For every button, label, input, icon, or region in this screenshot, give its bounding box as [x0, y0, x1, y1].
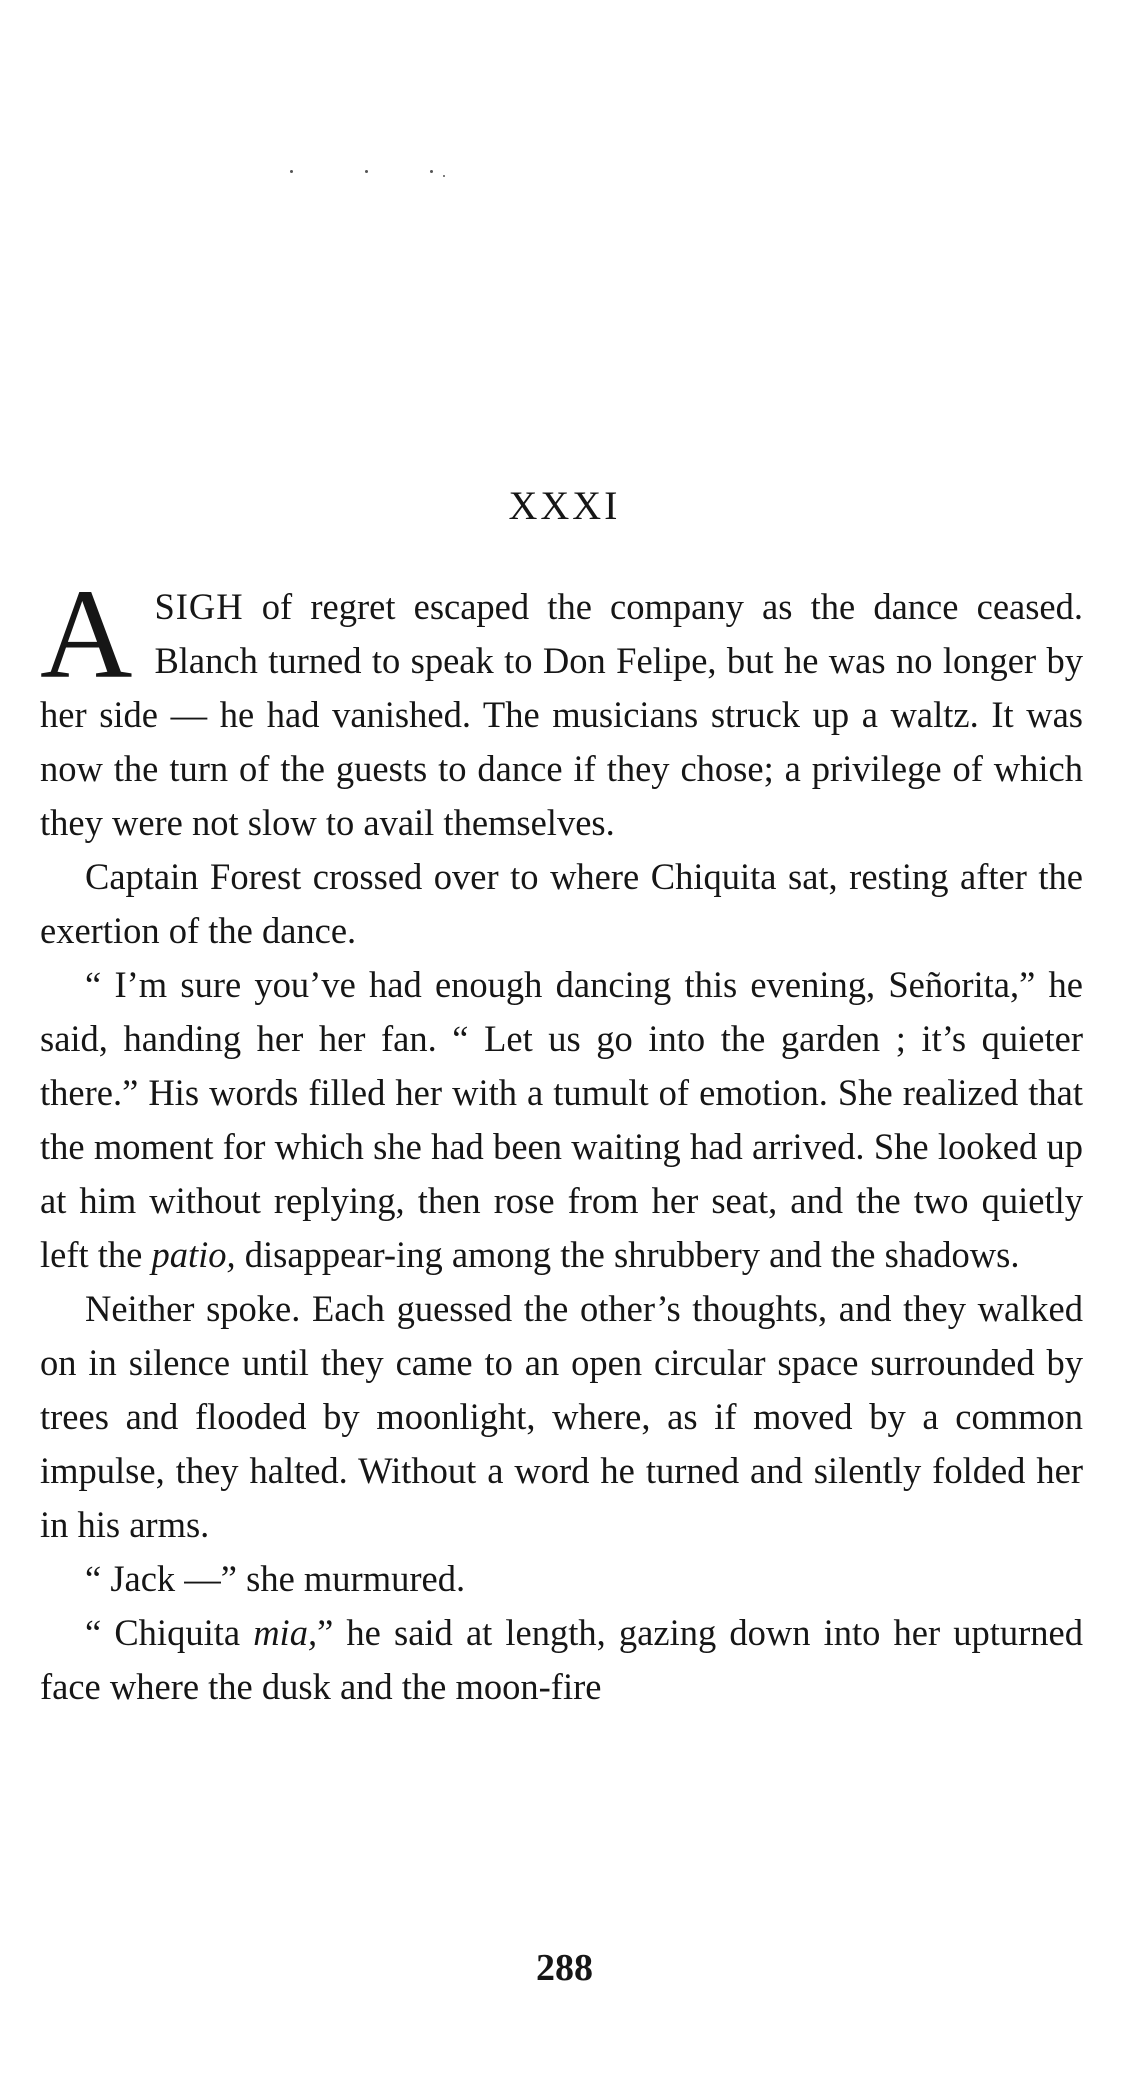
- paragraph-6: [40, 1606, 1083, 1714]
- lead-word: SIGH: [154, 586, 244, 627]
- chapter-heading: XXXI: [508, 483, 621, 528]
- paragraph-3-text-after: disappear-ing among the shrubbery and the shadows.: [235, 1234, 1020, 1275]
- paragraph-3-text-before: “ I’m sure you’ve had enough dancing this evening, Señorita,” he said, handing her her fan. “ Let us go into the garden ; it’s quieter there.” His words filled her with a tumult of emotion. She realized that the moment for which she had been waiting had arrived. She looked up at him without replying, then rose from her seat, and the two quietly left the: [40, 964, 1083, 1275]
- speck: [365, 170, 368, 173]
- page-number: 288: [536, 1947, 593, 1989]
- paragraph-3: [40, 958, 1083, 1282]
- speck: [290, 170, 293, 173]
- paragraph-4: Neither spoke. Each guessed the other’s thoughts, and they walked on in silence until they came to an open circular space surrounded by trees and flooded by moonlight, where, as if moved by a common impulse, they halted. Without a word he turned and silently folded her in his arms.: [40, 1288, 1083, 1545]
- print-specks: [280, 170, 450, 182]
- paragraph-5: “ Jack —” she murmured.: [85, 1558, 466, 1599]
- paragraph-1: [40, 563, 1083, 850]
- body-text: [40, 563, 1083, 1714]
- drop-cap: A: [40, 563, 133, 705]
- speck: [443, 175, 445, 177]
- paragraph-1-text: of regret escaped the company as the dance ceased. Blanch turned to speak to Don Felipe, but he was no longer by her side — he had vanished. The musicians struck up a waltz. It was now the turn of the guests to dance if they chose; a privilege of which they were not slow to avail themselves.: [40, 586, 1083, 843]
- italic-mia: mia,: [253, 1612, 318, 1653]
- paragraph-6-text-after: ” he said at length, gazing down into her upturned face where the dusk and the moon-fire: [40, 1612, 1083, 1707]
- speck: [430, 170, 433, 173]
- paragraph-2: Captain Forest crossed over to where Chiquita sat, resting after the exertion of the dance.: [40, 856, 1083, 951]
- paragraph-6-text-before: “ Chiquita: [85, 1612, 254, 1653]
- italic-patio: patio,: [151, 1234, 236, 1275]
